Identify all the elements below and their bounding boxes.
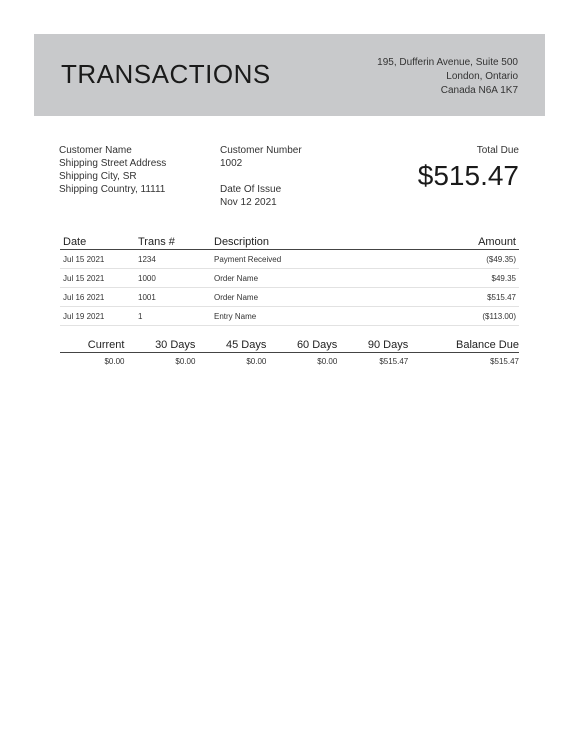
shipping-street: Shipping Street Address xyxy=(59,158,167,169)
aging-header-row xyxy=(60,338,519,353)
column-header-date: Date xyxy=(60,235,135,250)
row-amount: ($113.00) xyxy=(403,307,519,326)
aging-header-60-days: 60 Days xyxy=(266,338,337,353)
aging-header-30-days: 30 Days xyxy=(124,338,195,353)
company-address xyxy=(377,56,518,98)
aging-header-balance-due: Balance Due xyxy=(408,338,519,353)
table-row xyxy=(60,250,519,269)
shipping-country: Shipping Country, 11111 xyxy=(59,184,166,195)
aging-values-row xyxy=(60,353,519,371)
column-header-description: Description xyxy=(211,235,403,250)
row-description: Payment Received xyxy=(211,250,403,269)
address-line: London, Ontario xyxy=(446,71,518,82)
table-row xyxy=(60,288,519,307)
aging-value-90-days: $515.47 xyxy=(379,357,409,366)
column-header-amount: Amount xyxy=(403,235,519,250)
row-description: Order Name xyxy=(211,288,403,307)
header-band xyxy=(34,34,545,116)
date-of-issue-label: Date Of Issue xyxy=(220,184,282,195)
row-date: Jul 19 2021 xyxy=(60,307,135,326)
customer-address-block xyxy=(59,144,166,196)
row-amount: $515.47 xyxy=(403,288,519,307)
date-of-issue-value: Nov 12 2021 xyxy=(220,197,277,208)
aging-value-30-days: $0.00 xyxy=(175,357,196,366)
customer-number-label: Customer Number xyxy=(220,145,302,156)
row-date: Jul 15 2021 xyxy=(60,269,135,288)
aging-header-90-days: 90 Days xyxy=(337,338,408,353)
row-date: Jul 16 2021 xyxy=(60,288,135,307)
customer-number-value: 1002 xyxy=(220,158,243,169)
row-description: Order Name xyxy=(211,269,403,288)
row-date: Jul 15 2021 xyxy=(60,250,135,269)
column-header-trans: Trans # xyxy=(135,235,211,250)
table-row xyxy=(60,269,519,288)
aging-value-45-days: $0.00 xyxy=(246,357,267,366)
page-title: TRANSACTIONS xyxy=(61,59,271,89)
aging-summary-table xyxy=(60,338,519,370)
row-amount: $49.35 xyxy=(403,269,519,288)
aging-value-60-days: $0.00 xyxy=(317,357,338,366)
total-due-amount: $515.47 xyxy=(417,160,519,191)
customer-name: Customer Name xyxy=(59,145,132,156)
customer-number-block xyxy=(220,144,302,209)
transactions-table xyxy=(60,235,519,326)
row-trans-number: 1000 xyxy=(135,269,211,288)
transactions-header-row xyxy=(60,235,519,250)
row-trans-number: 1001 xyxy=(135,288,211,307)
row-trans-number: 1 xyxy=(135,307,211,326)
shipping-city: Shipping City, SR xyxy=(59,171,137,182)
aging-header-45-days: 45 Days xyxy=(195,338,266,353)
table-row xyxy=(60,307,519,326)
address-line: 195, Dufferin Avenue, Suite 500 xyxy=(377,57,518,68)
address-line: Canada N6A 1K7 xyxy=(440,85,518,96)
aging-header-current: Current xyxy=(60,338,124,353)
aging-value-balance-due: $515.47 xyxy=(490,357,519,366)
total-due-block xyxy=(418,144,519,191)
aging-value-current: $0.00 xyxy=(104,357,125,366)
row-trans-number: 1234 xyxy=(135,250,211,269)
row-amount: ($49.35) xyxy=(403,250,519,269)
row-description: Entry Name xyxy=(211,307,403,326)
total-due-label: Total Due xyxy=(476,145,519,156)
